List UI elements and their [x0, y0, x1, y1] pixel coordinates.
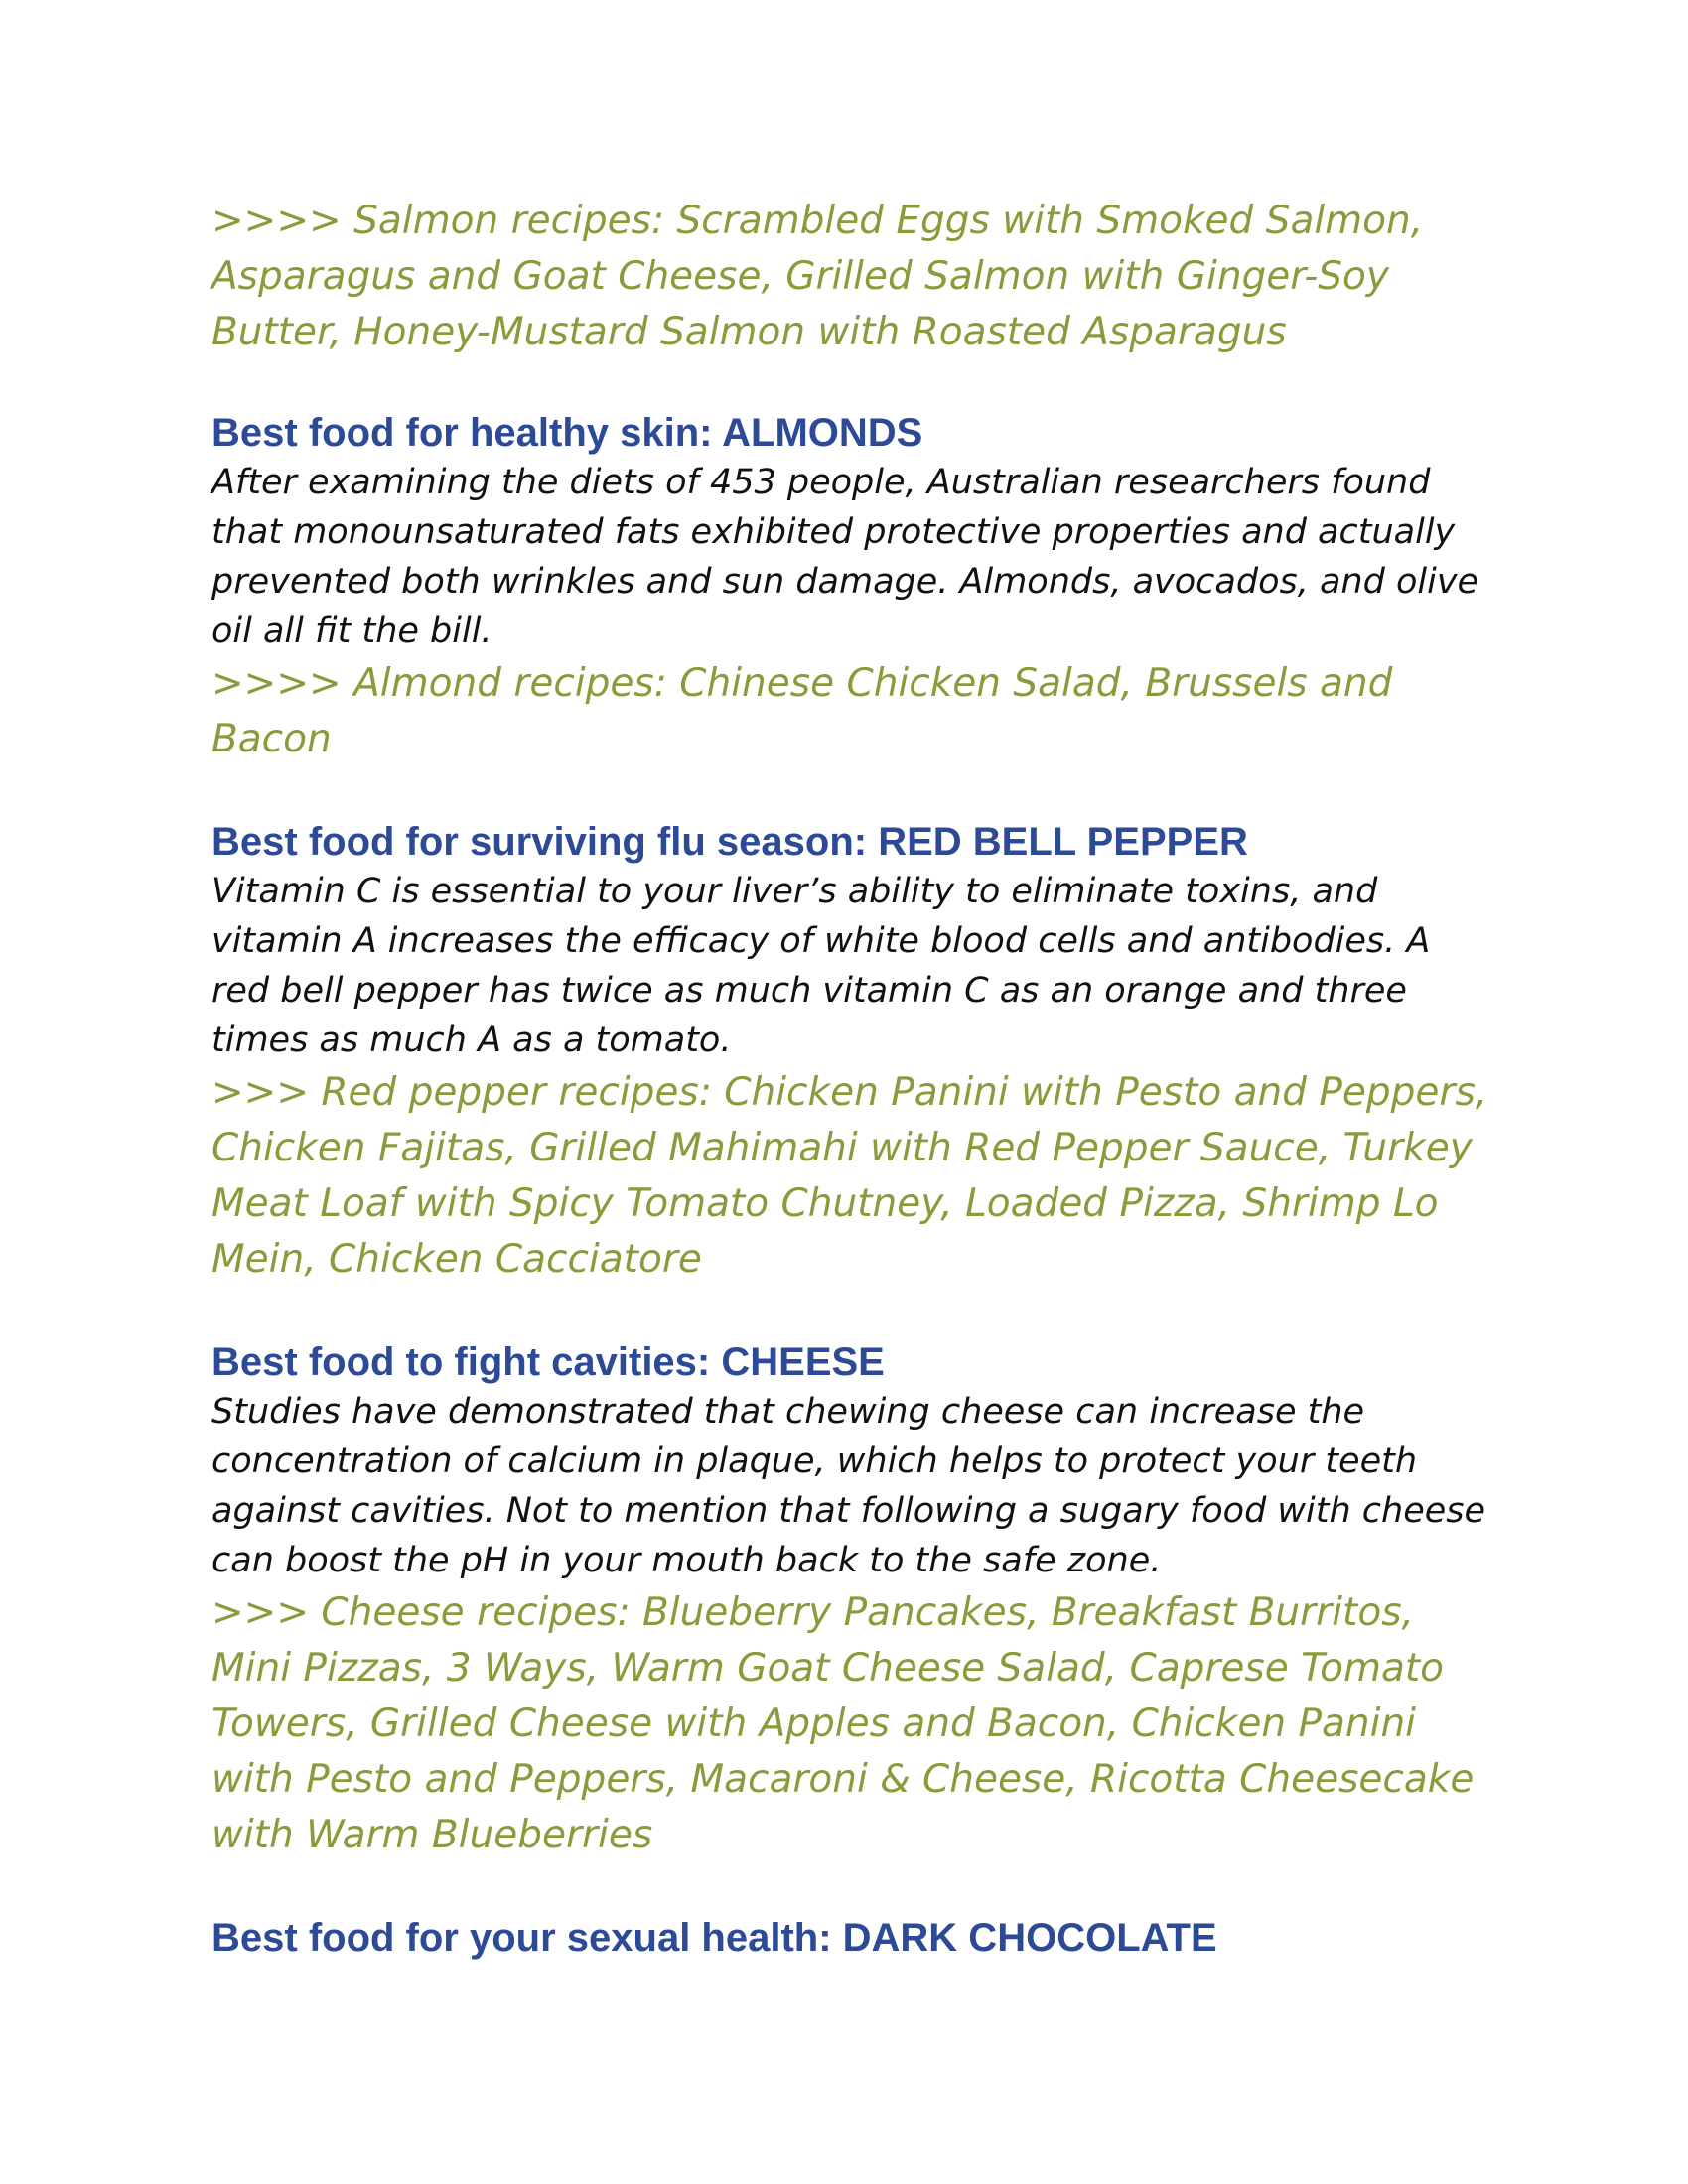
section-red-bell-pepper [211, 817, 1492, 1288]
section-body-red-bell-pepper: Vitamin C is essential to your liver’s ability to eliminate toxins, and vitamin A increases the efficacy of white blood cells and antibodies. A red bell pepper has twice as much vitamin C as an orange and three times as much A as a tomato. [211, 872, 1431, 1060]
document-page [211, 194, 1492, 1963]
cheese-recipes-list: >>> Cheese recipes: Blueberry Pancakes, Breakfast Burritos, Mini Pizzas, 3 Ways, Warm Goat Cheese Salad, Caprese Tomato Towers, Grilled Cheese with Apples and Bacon, Chicken Panini with Pesto and Peppers, Macaroni & Cheese, Ricotta Cheesecake with Warm Blueberries [211, 1590, 1475, 1857]
red-pepper-recipes-list: >>> Red pepper recipes: Chicken Panini with Pesto and Peppers, Chicken Fajitas, Grilled Mahimahi with Red Pepper Sauce, Turkey Meat Loaf with Spicy Tomato Chutney, Loaded Pizza, Shrimp Lo Mein, Chicken Cacciatore [211, 1070, 1488, 1282]
salmon-recipes-list: >>>> Salmon recipes: Scrambled Eggs with Smoked Salmon, Asparagus and Goat Cheese, Grilled Salmon with Ginger-Soy Butter, Honey-Mustard Salmon with Roasted Asparagus [211, 199, 1424, 354]
section-dark-chocolate [211, 1913, 1492, 1963]
section-body-almonds: After examining the diets of 453 people, Australian researchers found that monounsaturated fats exhibited protective properties and actually prevented both wrinkles and sun damage. Almonds, avocados, and olive oil all fit the bill. [211, 463, 1479, 651]
section-heading-dark-chocolate: Best food for your sexual health: DARK CHOCOLATE [211, 1916, 1217, 1960]
section-heading-almonds: Best food for healthy skin: ALMONDS [211, 411, 923, 455]
section-almonds [211, 408, 1492, 767]
section-heading-cheese: Best food to fight cavities: CHEESE [211, 1340, 885, 1384]
section-cheese [211, 1337, 1492, 1863]
section-body-cheese: Studies have demonstrated that chewing cheese can increase the concentration of calcium in plaque, which helps to protect your teeth against cavities. Not to mention that following a sugary food with cheese can boost the pH in your mouth back to the safe zone. [211, 1392, 1486, 1580]
section-heading-red-bell-pepper: Best food for surviving flu season: RED BELL PEPPER [211, 820, 1248, 864]
almond-recipes-list: >>>> Almond recipes: Chinese Chicken Salad, Brussels and Bacon [211, 661, 1393, 761]
